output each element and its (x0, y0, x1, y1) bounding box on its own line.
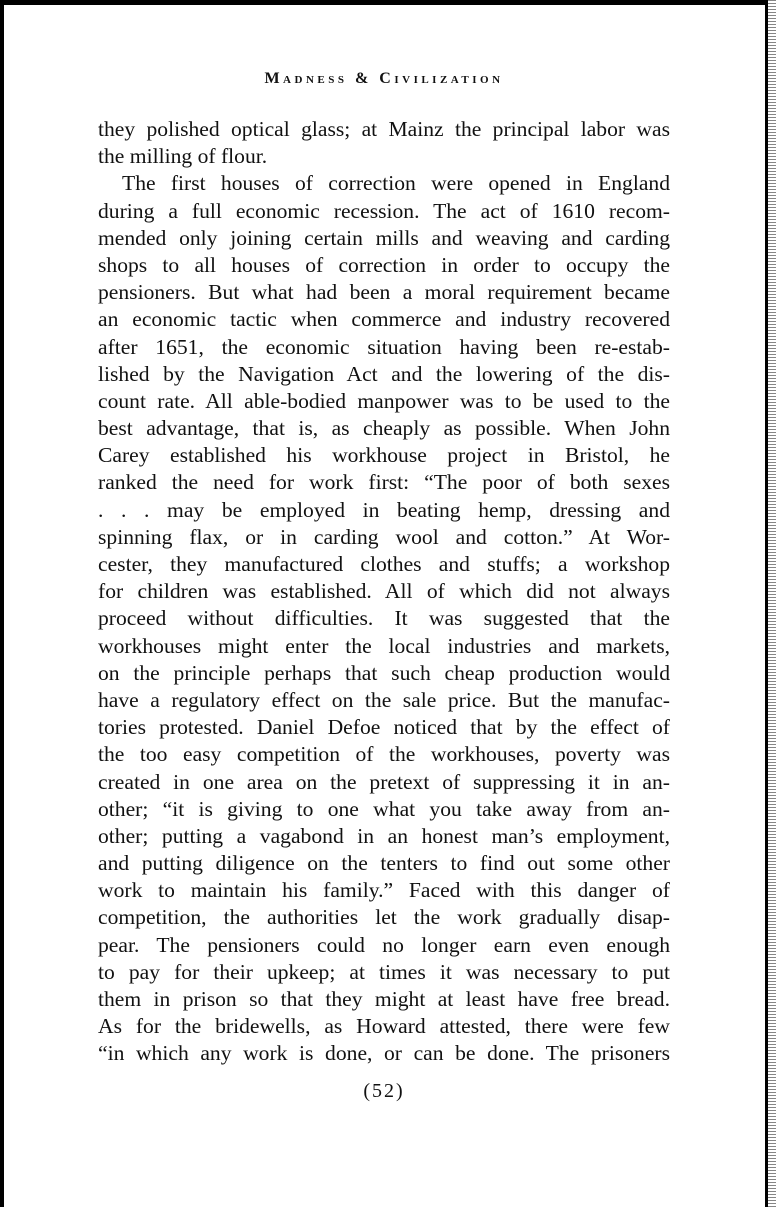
text-line: during a full economic recession. The act of 1610 recom- (98, 198, 670, 223)
text-line: other; putting a vagabond in an honest man’s employment, (98, 823, 670, 848)
text-line: proceed without difficulties. It was suggested that the (98, 606, 670, 631)
text-line: best advantage, that is, as cheaply as possible. When John (98, 416, 670, 441)
text-line: created in one area on the pretext of suppressing it in an- (98, 769, 670, 794)
text-line: The first houses of correction were opened in England (122, 171, 670, 196)
text-line: mended only joining certain mills and weaving and carding (98, 225, 670, 250)
text-line: spinning flax, or in carding wool and cotton.” At Wor- (98, 524, 670, 549)
text-line: to pay for their upkeep; at times it was necessary to put (98, 959, 670, 984)
text-line: and putting diligence on the tenters to find out some other (98, 851, 670, 876)
scan-edge (768, 0, 776, 1207)
text-line: competition, the authorities let the work gradually disap- (98, 905, 670, 930)
text-line: the milling of flour. (98, 144, 268, 169)
text-line: cester, they manufactured clothes and stuffs; a workshop (98, 552, 670, 576)
text-line: workhouses might enter the local industries and markets, (98, 633, 670, 658)
text-line: other; “it is giving to one what you take away from an- (98, 796, 670, 821)
text-line: work to maintain his family.” Faced with this danger of (98, 878, 670, 903)
text-line: pear. The pensioners could no longer earn even enough (98, 932, 670, 957)
text-line: them in prison so that they might at least have free bread. (98, 987, 670, 1011)
text-line: lished by the Navigation Act and the lowering of the dis- (98, 361, 670, 386)
text-line: the too easy competition of the workhouses, poverty was (98, 742, 670, 767)
running-head: Madness & Civilization (264, 70, 504, 87)
text-line: ranked the need for work first: “The poor of both sexes (98, 470, 670, 495)
text-line: an economic tactic when commerce and industry recovered (98, 307, 670, 332)
text-line: Carey established his workhouse project in Bristol, he (98, 443, 670, 468)
text-line: pensioners. But what had been a moral requirement became (98, 280, 670, 305)
text-line: tories protested. Daniel Defoe noticed that by the effect of (98, 715, 670, 740)
text-line: . . . may be employed in beating hemp, dressing and (98, 497, 670, 522)
text-line: after 1651, the economic situation having been re-estab- (98, 334, 670, 359)
text-line: have a regulatory effect on the sale price. But the manufac- (98, 687, 670, 712)
text-line: “in which any work is done, or can be done. The prisoners (98, 1041, 670, 1066)
text-line: on the principle perhaps that such cheap production would (98, 660, 670, 685)
page-number: (52) (363, 1080, 405, 1102)
text-line: for children was established. All of which did not always (98, 579, 670, 604)
text-line: As for the bridewells, as Howard attested, there were few (98, 1014, 670, 1039)
text-line: they polished optical glass; at Mainz the principal labor was (98, 117, 670, 141)
text-line: count rate. All able-bodied manpower was to be used to the (98, 388, 670, 413)
text-line: shops to all houses of correction in order to occupy the (98, 252, 670, 277)
body-text (98, 116, 670, 1068)
